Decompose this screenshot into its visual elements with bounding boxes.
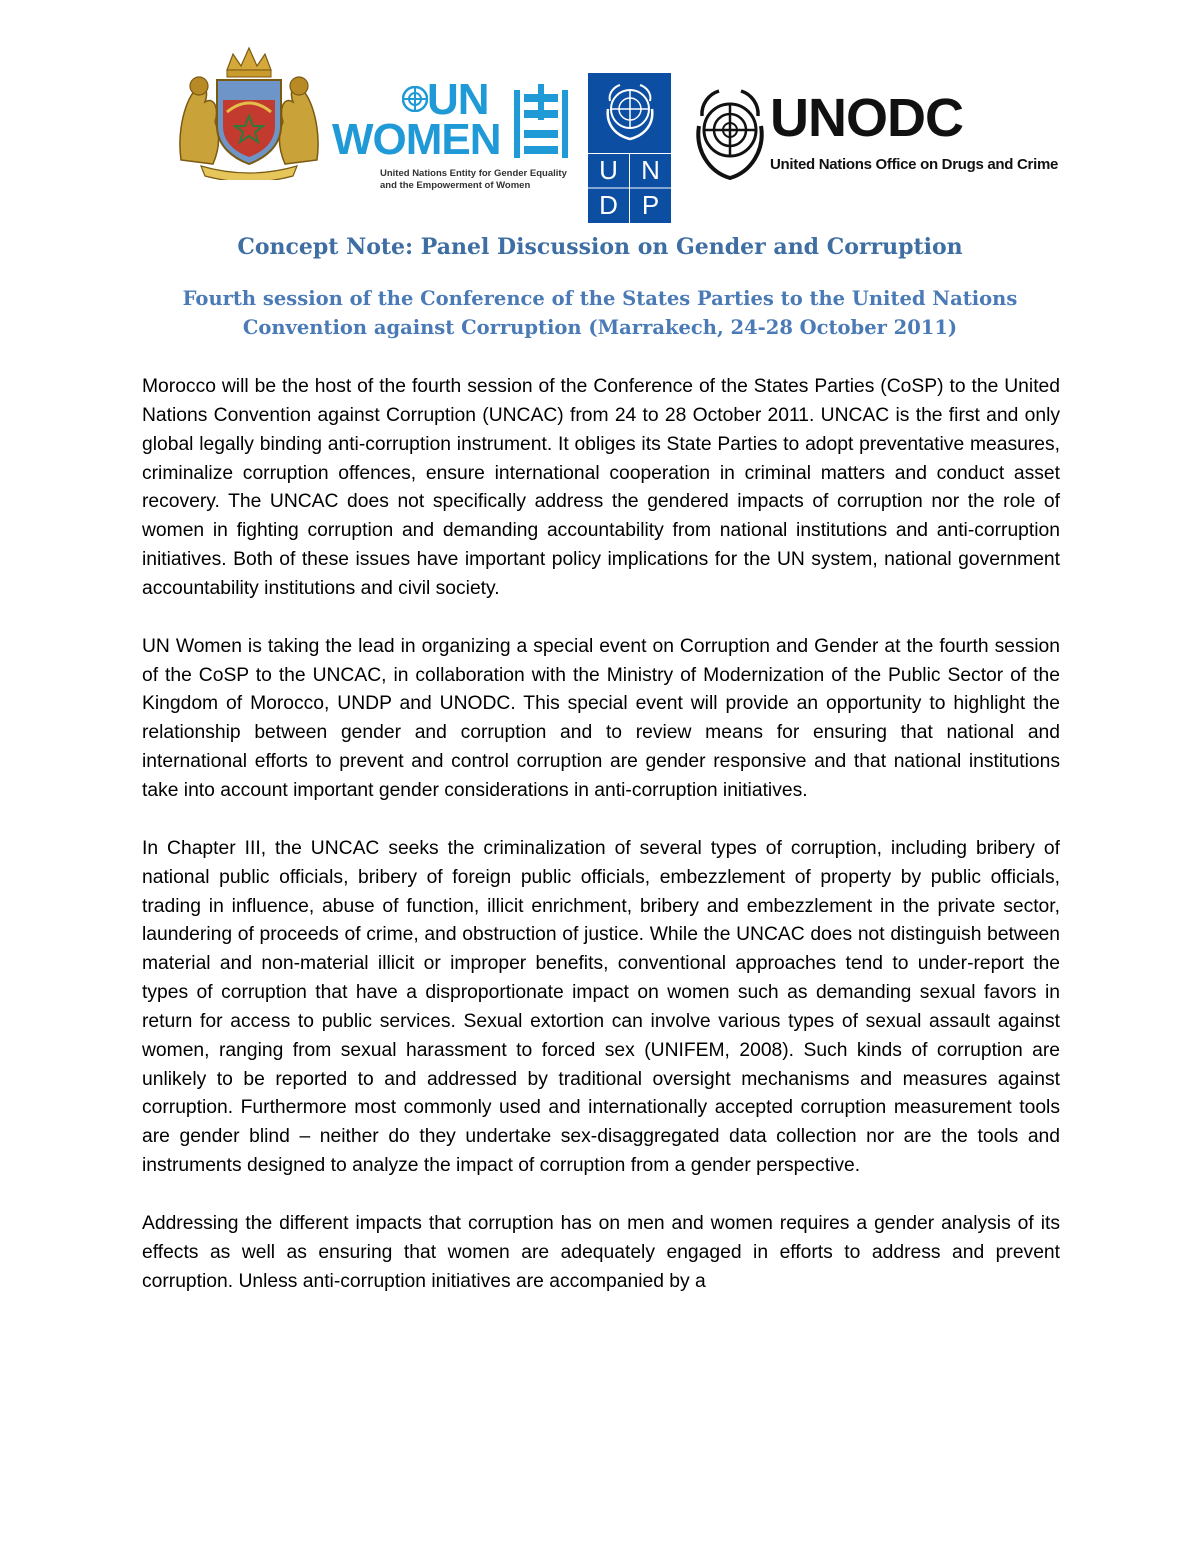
undp-letter-grid <box>588 153 671 223</box>
unodc-wordmark: UNODC <box>770 88 963 148</box>
body-paragraph: Morocco will be the host of the fourth session of the Conference of the States Parties (CoSP) to the United Nations Convention against Corruption (UNCAC) from 24 to 28 October 2011. UNCAC is the first and only global legally binding anti-corruption instrument. It obliges its State Parties to adopt preventative measures, criminalize corruption offences, ensure international cooperation in criminal matters and conduct asset recovery. The UNCAC does not specifically address the gendered impacts of corruption nor the role of women in fighting corruption and demanding accountability from national institutions and anti-corruption initiatives. Both of these issues have important policy implications for the UN system, national government accountability institutions and civil society. <box>142 376 1060 599</box>
undp-letter: P <box>641 190 660 220</box>
un-women-equality-mark-icon <box>512 84 570 164</box>
undp-letter: N <box>641 155 660 185</box>
un-women-wordmark-un: UN <box>427 75 489 124</box>
morocco-coat-of-arms-logo <box>175 40 323 180</box>
document-body <box>142 373 1060 1325</box>
document-subtitle: Fourth session of the Conference of the States Parties to the United Nations Convention against Corruption (Marrakech, 24-28 October 2011) <box>182 287 1018 339</box>
un-emblem-icon <box>693 88 767 180</box>
unodc-full-name: United Nations Office on Drugs and Crime <box>770 156 1059 173</box>
un-women-logo <box>332 75 572 226</box>
undp-letter: D <box>599 190 618 220</box>
un-women-tagline: United Nations Entity for Gender Equality and the Empowerment of Women <box>380 168 567 191</box>
un-women-wordmark-women: WOMEN <box>332 115 501 164</box>
undp-logo <box>588 73 671 223</box>
body-paragraph: In Chapter III, the UNCAC seeks the criminalization of several types of corruption, including bribery of national public officials, bribery of foreign public officials, embezzlement of property by public officials, trading in influence, abuse of function, illicit enrichment, bribery and embezzlement in the private sector, laundering of proceeds of crime, and obstruction of justice. While the UNCAC does not distinguish between material and non-material illicit or improper benefits, conventional approaches tend to under-report the types of corruption that have a disproportionate impact on women such as demanding sexual favors in return for access to public services. Sexual extortion can involve various types of sexual assault against women, ranging from sexual harassment to forced sex (UNIFEM, 2008). Such kinds of corruption are unlikely to be reported to and addressed by traditional oversight mechanisms and measures against corruption. Furthermore most commonly used and internationally accepted corruption measurement tools are gender blind – neither do they undertake sex-disaggregated data collection nor are the tools and instruments designed to analyze the impact of corruption from a gender perspective. <box>142 837 1060 1177</box>
body-paragraph: Addressing the different impacts that corruption has on men and women requires a gender analysis of its effects as well as ensuring that women are adequately engaged in efforts to address and prevent corruption. Unless anti-corruption initiatives are accompanied by a <box>142 1212 1060 1292</box>
document-title: Concept Note: Panel Discussion on Gender and Corruption <box>237 234 963 260</box>
undp-letter: U <box>599 155 618 185</box>
coat-of-arms-icon <box>175 40 323 180</box>
body-paragraph: UN Women is taking the lead in organizing a special event on Corruption and Gender at the fourth session of the CoSP to the UNCAC, in collaboration with the Ministry of Modernization of the Public Sector of the Kingdom of Morocco, UNDP and UNODC. This special event will provide an opportunity to highlight the relationship between gender and corruption and to review means for ensuring that national and international efforts to prevent and control corruption are gender responsive and that national institutions take into account important gender considerations in anti-corruption initiatives. <box>142 635 1060 801</box>
partner-logos <box>175 40 1059 220</box>
un-emblem-icon <box>600 79 660 143</box>
unodc-logo <box>693 88 1059 188</box>
un-globe-icon <box>402 86 428 112</box>
